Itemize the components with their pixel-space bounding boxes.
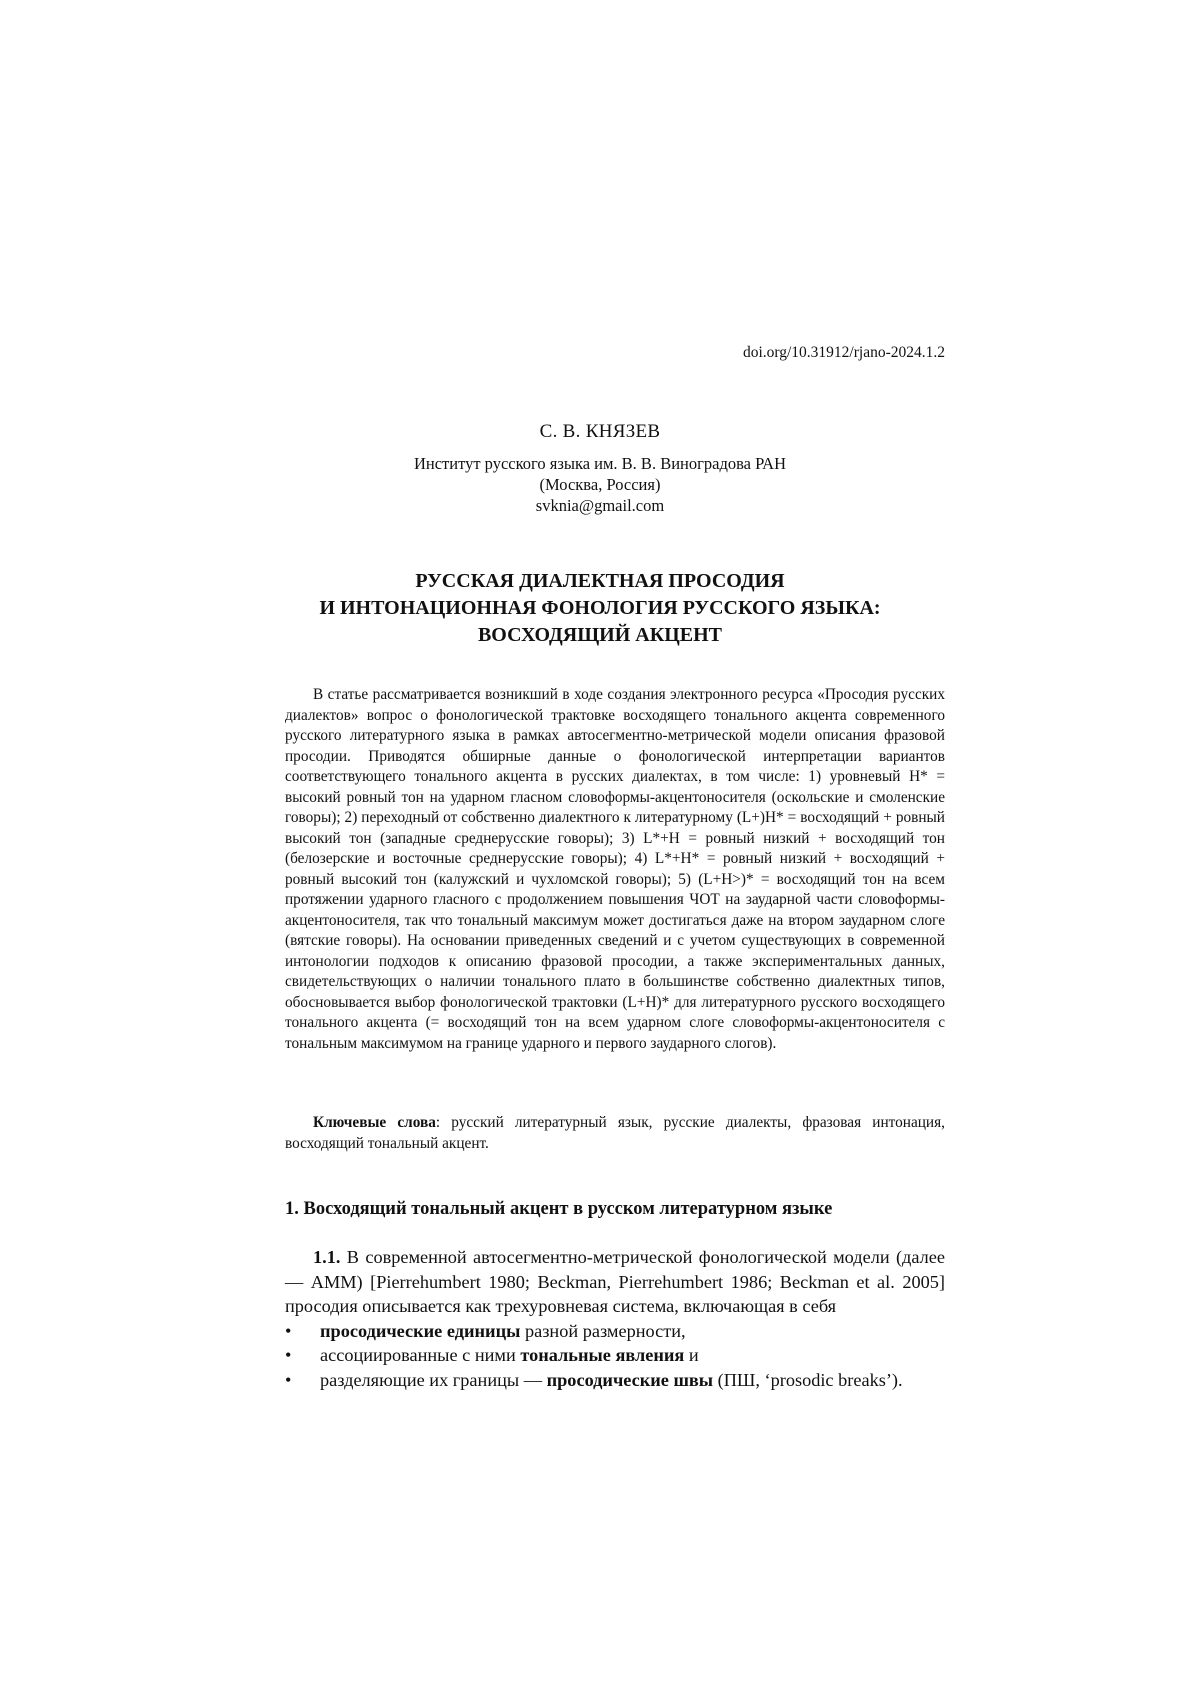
list-item-bold: просодические швы (546, 1369, 714, 1390)
list-item-bold: тональные явления (520, 1345, 685, 1365)
affiliation-location: (Москва, Россия) (539, 475, 661, 494)
author-email[interactable]: svknia@gmail.com (535, 496, 665, 515)
keywords-label: Ключевые слова (313, 1114, 436, 1131)
title-line-3: ВОСХОДЯЩИЙ АКЦЕНТ (477, 624, 723, 646)
keywords-text: : русский литературный язык, русские диалекты, фразовая интонация, восходящий тональный акцент. (285, 1114, 945, 1152)
list-item (285, 1319, 945, 1344)
abstract (285, 685, 945, 1054)
list-item (285, 1343, 945, 1368)
bullet-list (285, 1319, 945, 1393)
bullet-icon: • (285, 1345, 292, 1365)
affiliation-institute: Институт русского языка им. В. В. Виноградова РАН (413, 454, 787, 473)
list-item-bold: просодические единицы (320, 1320, 521, 1341)
list-item-text: и (684, 1345, 699, 1365)
section-body (285, 1245, 945, 1392)
bullet-icon: • (285, 1369, 292, 1390)
article-title (0, 568, 1200, 649)
author-name: С. В. КНЯЗЕВ (539, 421, 661, 442)
list-item (285, 1368, 945, 1393)
abstract-text: В статье рассматривается возникший в ходе создания электронного ресурса «Просодия русских диалектов» вопрос о фонологической трактовке восходящего тонального акцента современного русского литературного языка в рамках автосегментно-метрической модели описания фразовой просодии. Приводятся обширные данные о фонологической интерпретации вариантов соответствующего тонального акцента в русских диалектах, в том числе: 1) уровневый H* = высокий ровный тон на ударном гласном словоформы-акцентоносителя (оскольские и смоленские говоры); 2) переходный от собственно диалектного к литературному (L+)H* = восходящий + ровный высокий тон (западные среднерусские говоры); 3) L*+H = ровный низкий + восходящий тон (белозерские и восточные среднерусские говоры); 4) L*+H* = ровный низкий + восходящий + ровный высокий тон (калужский и чухломской говоры); 5) (L+H>)* = восходящий тон на всем протяжении ударного гласного с продолжением повышения ЧОТ на заударной части словоформы-акцентоносителя, так что тональный максимум может достигаться даже на втором заударном слоге (вятские говоры). На основании приведенных сведений и с учетом существующих в современной интонологии подходов к описанию фразовой просодии, а также экспериментальных данных, свидетельствующих о наличии тонального плато в большинстве собственно диалектных типов, обосновывается выбор фонологической трактовки (L+H)* для литературного русского восходящего тонального акцента (= восходящий тон на всем ударном слоге словоформы-акцентоносителя с тональным максимумом на границе ударного и первого заударного слогов). (285, 686, 945, 1052)
list-item-text: (ПШ, ‘prosodic breaks’). (713, 1369, 903, 1390)
doi-link[interactable]: doi.org/10.31912/rjano-2024.1.2 (742, 344, 945, 361)
list-item-text: разной размерности, (520, 1320, 686, 1341)
section-heading: 1. Восходящий тональный акцент в русском литературном языке (285, 1199, 833, 1219)
title-line-1: РУССКАЯ ДИАЛЕКТНАЯ ПРОСОДИЯ (415, 570, 785, 592)
keywords (285, 1113, 945, 1154)
list-item-pre: ассоциированные с ними (320, 1345, 521, 1365)
paragraph-number: 1.1. (313, 1247, 341, 1267)
paragraph-text: В современной автосегментно-метрической фонологической модели (далее — АММ) [Pierrehumbert 1980; Beckman, Pierrehumbert 1986; Beckman et al. 2005] просодия описывается как трехуровневая система, включающая в себя (285, 1247, 945, 1316)
list-item-pre: разделяющие их границы — (320, 1369, 547, 1390)
paragraph-1-1 (285, 1245, 945, 1319)
title-line-2: И ИНТОНАЦИОННАЯ ФОНОЛОГИЯ РУССКОГО ЯЗЫКА: (319, 597, 881, 619)
bullet-icon: • (285, 1320, 292, 1341)
author-block (0, 421, 1200, 516)
